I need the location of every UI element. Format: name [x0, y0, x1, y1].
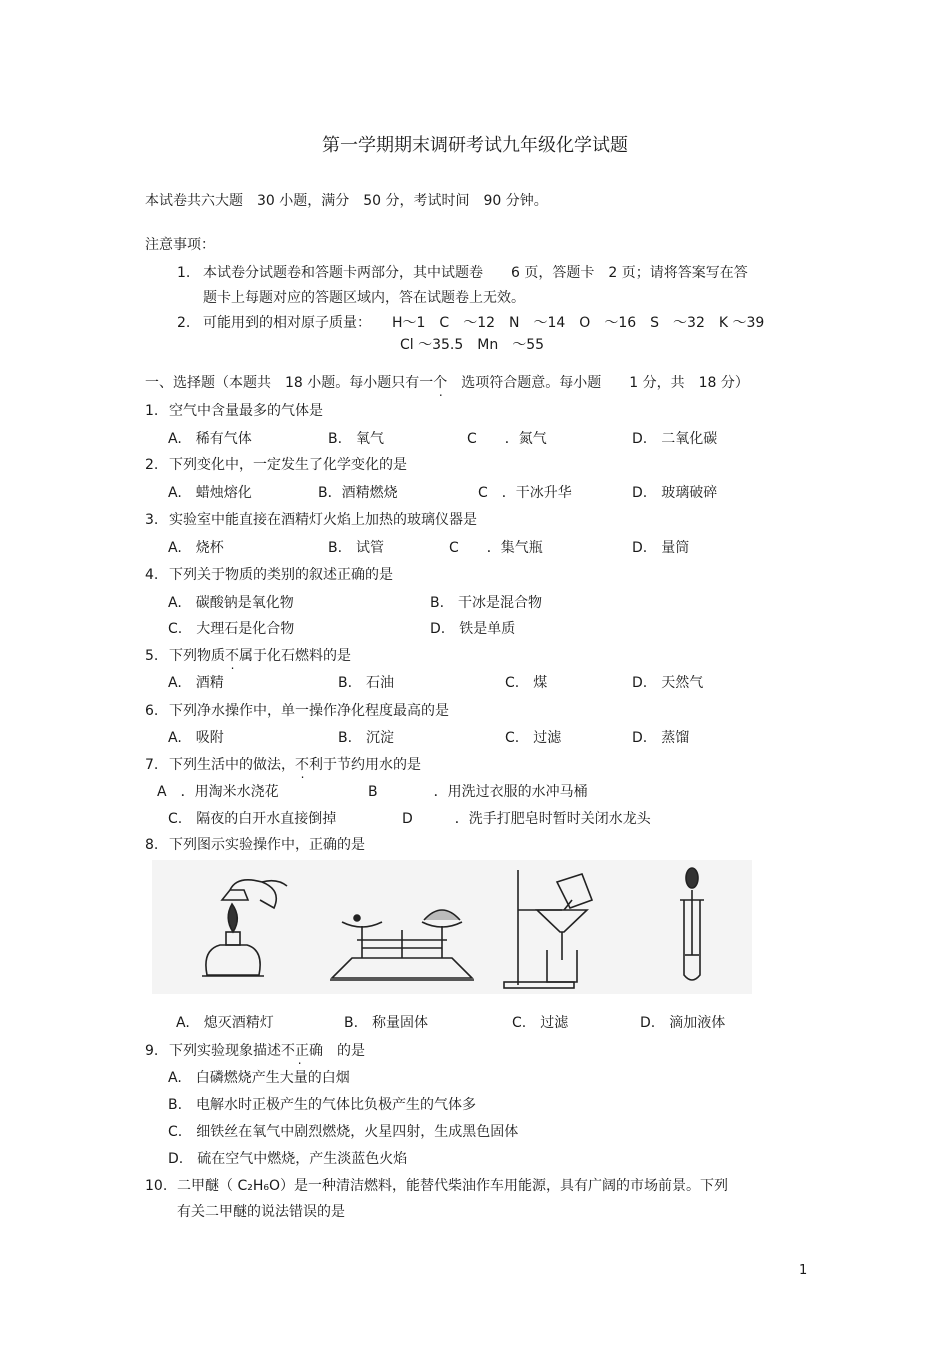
question-1: 1. 空气中含量最多的气体是: [145, 403, 323, 419]
q8-option-a: A. 熄灭酒精灯: [176, 1015, 274, 1031]
notice-heading: 注意事项：: [145, 237, 215, 253]
question-4: 4. 下列关于物质的类别的叙述正确的是: [145, 567, 393, 583]
q3-option-c: C ．集气瓶: [449, 540, 543, 556]
q8-option-c: C. 过滤: [512, 1015, 569, 1031]
question-10: 10. 二甲醚（ C₂H₆O）是一种清洁燃料，能替代柴油作车用能源，具有广阔的市场前景。下列: [145, 1178, 728, 1194]
question-2: 2. 下列变化中，一定发生了化学变化的是: [145, 457, 407, 473]
q7-option-b: B ．用洗过衣服的水冲马桶: [368, 784, 588, 800]
q3-option-d: D. 量筒: [632, 540, 690, 556]
page-number: 1: [799, 1263, 808, 1278]
q8-option-d: D. 滴加液体: [640, 1015, 726, 1031]
question-6: 6. 下列净水操作中，单一操作净化程度最高的是: [145, 703, 449, 719]
q7-option-c: C. 隔夜的白开水直接倒掉: [168, 811, 337, 827]
question-10-cont: 有关二甲醚的说法错误的是: [177, 1204, 345, 1220]
q3-option-a: A. 烧杯: [168, 540, 224, 556]
note-1: 1. 本试卷分试题卷和答题卡两部分，其中试题卷 6 页，答题卡 2 页；请将答案写在答: [177, 265, 748, 281]
note-1-cont: 题卡上每题对应的答题区域内，答在试题卷上无效。: [203, 290, 525, 306]
q6-option-d: D. 蒸馏: [632, 730, 690, 746]
exam-intro: 本试卷共六大题 30 小题，满分 50 分，考试时间 90 分钟。: [145, 193, 548, 209]
q1-option-a: A. 稀有气体: [168, 431, 252, 447]
q7-option-d: D ．洗手打肥皂时暂时关闭水龙头: [402, 811, 651, 827]
question-7: 7. 下列生活中的做法，不利于节约用水的是: [145, 757, 421, 773]
q9-option-c: C. 细铁丝在氧气中剧烈燃烧，火星四射，生成黑色固体: [168, 1124, 519, 1140]
q3-option-b: B. 试管: [328, 540, 385, 556]
question-3: 3. 实验室中能直接在酒精灯火焰上加热的玻璃仪器是: [145, 512, 477, 528]
q8-option-b: B. 称量固体: [344, 1015, 429, 1031]
section-heading: 一、选择题（本题共 18 小题。每小题只有一个 选项符合题意。每小题 1 分，共 18 分）: [145, 375, 749, 391]
q6-option-c: C. 过滤: [505, 730, 562, 746]
q9-option-b: B. 电解水时正极产生的气体比负极产生的气体多: [168, 1097, 477, 1113]
q4-option-d: D. 铁是单质: [430, 621, 516, 637]
q7-option-a: A ．用淘米水浇花: [157, 784, 279, 800]
question-9: 9. 下列实验现象描述不正确 的是: [145, 1043, 365, 1059]
q9-option-d: D. 硫在空气中燃烧，产生淡蓝色火焰: [168, 1151, 408, 1167]
q5-option-d: D. 天然气: [632, 675, 704, 691]
note-2-cont: Cl ～35.5 Mn ～55: [400, 337, 545, 353]
question-8: 8. 下列图示实验操作中，正确的是: [145, 837, 365, 853]
q6-option-a: A. 吸附: [168, 730, 224, 746]
q1-option-d: D. 二氧化碳: [632, 431, 718, 447]
q6-option-b: B. 沉淀: [338, 730, 395, 746]
q2-option-a: A. 蜡烛熔化: [168, 485, 252, 501]
q4-option-b: B. 干冰是混合物: [430, 595, 543, 611]
q8-figure: [152, 860, 752, 994]
q2-option-b: B．酒精燃烧: [318, 485, 398, 501]
page-title: 第一学期期末调研考试九年级化学试题: [322, 135, 628, 156]
q4-option-a: A. 碳酸钠是氧化物: [168, 595, 294, 611]
q2-option-d: D. 玻璃破碎: [632, 485, 718, 501]
q5-option-c: C. 煤: [505, 675, 548, 691]
q4-option-c: C. 大理石是化合物: [168, 621, 295, 637]
q1-option-b: B. 氧气: [328, 431, 385, 447]
note-2: 2. 可能用到的相对原子质量： H～1 C ～12 N ～14 O ～16 S ～32 K ～39: [177, 315, 765, 331]
q2-option-c: C ．干冰升华: [478, 485, 572, 501]
q5-option-a: A. 酒精: [168, 675, 224, 691]
q5-option-b: B. 石油: [338, 675, 395, 691]
q1-option-c: C ．氮气: [467, 431, 547, 447]
q9-option-a: A. 白磷燃烧产生大量的白烟: [168, 1070, 350, 1086]
question-5: 5. 下列物质不属于化石燃料的是: [145, 648, 351, 664]
